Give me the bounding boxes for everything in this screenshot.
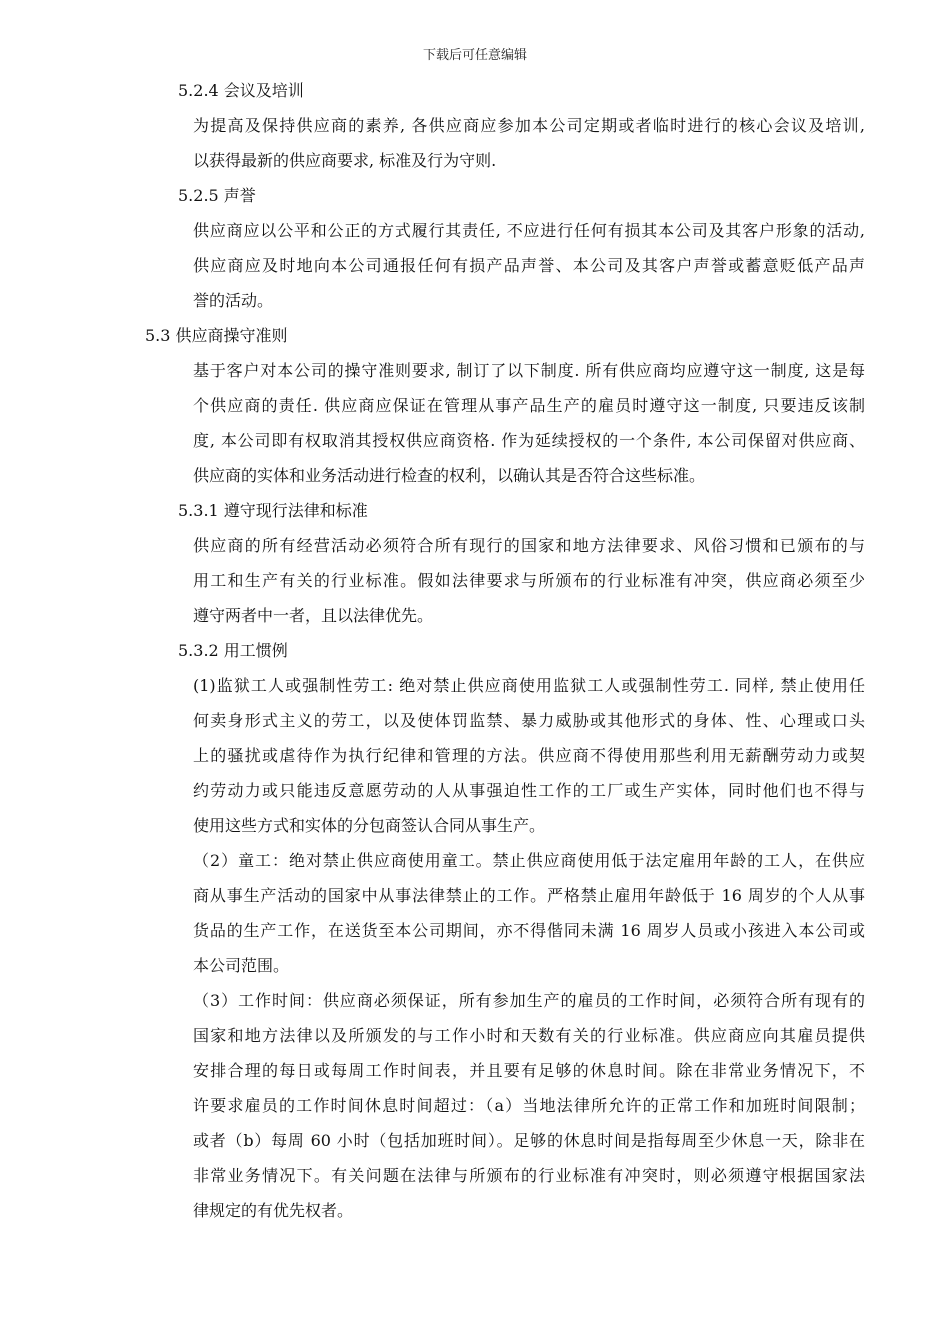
paragraph-line: 供应商的所有经营活动必须符合所有现行的国家和地方法律要求、风俗习惯和已颁布的与: [193, 536, 865, 555]
paragraph-line: 非常业务情况下。有关问题在法律与所颁布的行业标准有冲突时，则必须遵守根据国家法: [193, 1166, 865, 1185]
paragraph-line: 供应商的实体和业务活动进行检查的权利，以确认其是否符合这些标准。: [193, 466, 706, 485]
paragraph-line: 或者（b）每周 60 小时（包括加班时间）。足够的休息时间是指每周至少休息一天，除非在: [193, 1131, 865, 1150]
section-heading-5-3-1: 5.3.1 遵守现行法律和标准: [178, 501, 368, 520]
paragraph-line: 为提高及保持供应商的素养, 各供应商应参加本公司定期或者临时进行的核心会议及培训,: [193, 116, 865, 135]
page-header: 下载后可任意编辑: [422, 48, 527, 63]
paragraph-line: 以获得最新的供应商要求, 标准及行为守则.: [193, 151, 497, 170]
section-heading-5-3: 5.3 供应商操守准则: [145, 326, 288, 345]
paragraph-line: 遵守两者中一者，且以法律优先。: [193, 606, 434, 625]
paragraph-line: 何卖身形式主义的劳工，以及使体罚监禁、暴力威胁或其他形式的身体、性、心理或口头: [193, 711, 865, 730]
paragraph-line: 用工和生产有关的行业标准。假如法律要求与所颁布的行业标准有冲突，供应商必须至少: [193, 571, 865, 590]
paragraph-line: 供应商应以公平和公正的方式履行其责任, 不应进行任何有损其本公司及其客户形象的活动,: [193, 221, 865, 240]
paragraph-line: 本公司范围。: [193, 956, 290, 975]
paragraph-line: 律规定的有优先权者。: [193, 1201, 354, 1220]
paragraph-line: 货品的生产工作，在送货至本公司期间，亦不得偕同未满 16 周岁人员或小孩进入本公司或: [193, 921, 865, 940]
paragraph-line: 誉的活动。: [193, 291, 274, 310]
paragraph-line: (1)监狱工人或强制性劳工: 绝对禁止供应商使用监狱工人或强制性劳工. 同样, 禁止使用任: [193, 676, 865, 695]
paragraph-line: （3）工作时间：供应商必须保证，所有参加生产的雇员的工作时间，必须符合所有现有的: [193, 991, 865, 1010]
paragraph-line: 供应商应及时地向本公司通报任何有损产品声誉、本公司及其客户声誉或蓄意贬低产品声: [193, 256, 865, 275]
paragraph-line: 安排合理的每日或每周工作时间表，并且要有足够的休息时间。除在非常业务情况下，不: [193, 1061, 865, 1080]
paragraph-line: 约劳动力或只能违反意愿劳动的人从事强迫性工作的工厂或生产实体，同时他们也不得与: [193, 781, 865, 800]
section-heading-5-2-4: 5.2.4 会议及培训: [178, 81, 304, 100]
section-heading-5-3-2: 5.3.2 用工惯例: [178, 641, 288, 660]
paragraph-line: （2）童工：绝对禁止供应商使用童工。禁止供应商使用低于法定雇用年龄的工人，在供应: [193, 851, 865, 870]
paragraph-line: 使用这些方式和实体的分包商签认合同从事生产。: [193, 816, 546, 835]
paragraph-line: 度, 本公司即有权取消其授权供应商资格. 作为延续授权的一个条件, 本公司保留对供应商、: [193, 431, 865, 450]
paragraph-line: 国家和地方法律以及所颁发的与工作小时和天数有关的行业标准。供应商应向其雇员提供: [193, 1026, 865, 1045]
paragraph-line: 上的骚扰或虐待作为执行纪律和管理的方法。供应商不得使用那些利用无薪酬劳动力或契: [193, 746, 865, 765]
section-heading-5-2-5: 5.2.5 声誉: [178, 186, 256, 205]
paragraph-line: 个供应商的责任. 供应商应保证在管理从事产品生产的雇员时遵守这一制度, 只要违反该制: [193, 396, 865, 415]
paragraph-line: 基于客户对本公司的操守准则要求, 制订了以下制度. 所有供应商均应遵守这一制度, 这是每: [193, 361, 865, 380]
paragraph-line: 商从事生产活动的国家中从事法律禁止的工作。严格禁止雇用年龄低于 16 周岁的个人从事: [193, 886, 865, 905]
paragraph-line: 许要求雇员的工作时间休息时间超过：（a）当地法律所允许的正常工作和加班时间限制；: [193, 1096, 865, 1115]
